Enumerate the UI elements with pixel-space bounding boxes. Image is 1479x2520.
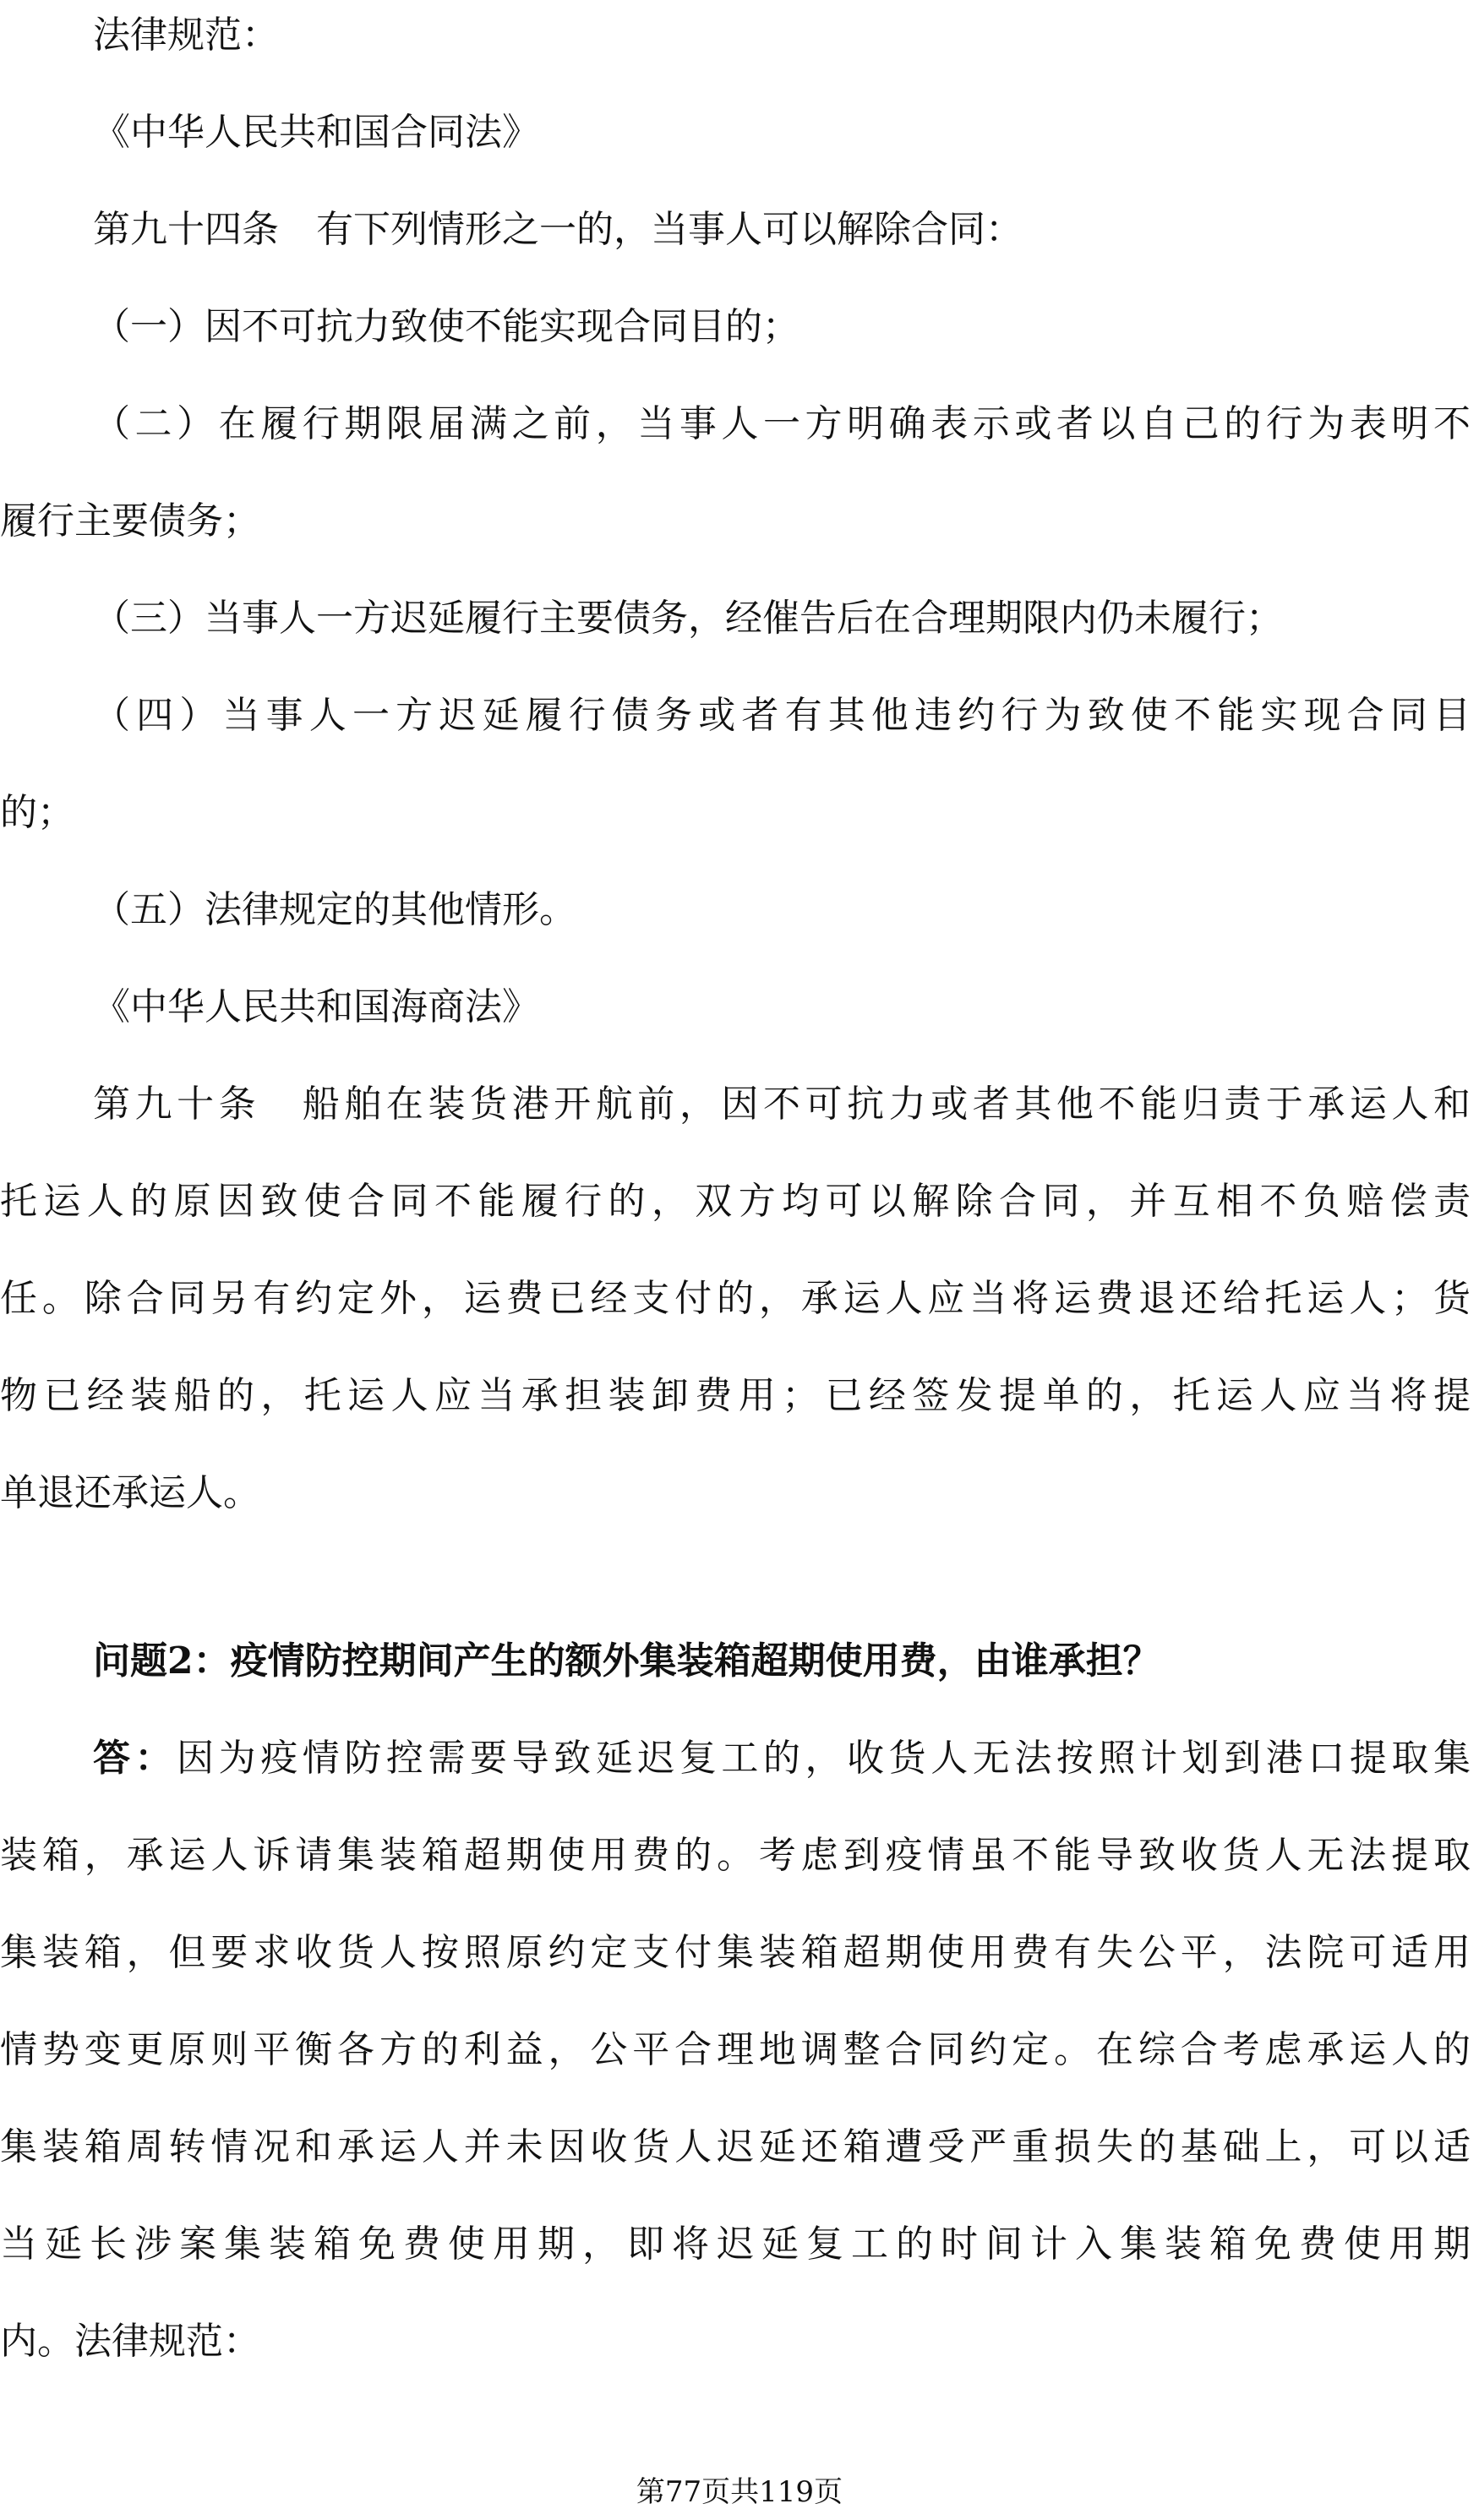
paragraph-line: （五）法律规定的其他情形。 <box>93 888 576 931</box>
paragraph-line: （四）当事人一方迟延履行债务或者有其他违约行为致使不能实现合同目 <box>93 694 1471 737</box>
paragraph-line: 装箱，承运人诉请集装箱超期使用费的。考虑到疫情虽不能导致收货人无法提取 <box>0 1834 1471 1877</box>
paragraph-line: 任。除合同另有约定外，运费已经支付的，承运人应当将运费退还给托运人；货 <box>0 1277 1471 1320</box>
paragraph-line: 内。法律规范： <box>0 2320 260 2363</box>
paragraph-line: 履行主要债务； <box>0 499 260 543</box>
paragraph-line: （三）当事人一方迟延履行主要债务，经催告后在合理期限内仍未履行； <box>93 597 1283 640</box>
answer-first-line <box>0 1735 1479 1782</box>
paragraph-line: 法律规范： <box>93 14 279 57</box>
article-heading: 第九十四条 有下列情形之一的，当事人可以解除合同： <box>93 208 1023 251</box>
law-title: 《中华人民共和国合同法》 <box>93 111 539 154</box>
paragraph-line: 托运人的原因致使合同不能履行的，双方均可以解除合同，并互相不负赔偿责 <box>0 1180 1471 1223</box>
law-title: 《中华人民共和国海商法》 <box>93 985 539 1028</box>
paragraph-line: （二）在履行期限届满之前，当事人一方明确表示或者以自己的行为表明不 <box>93 402 1471 445</box>
paragraph-line: 的； <box>0 791 74 834</box>
paragraph-line: 集装箱，但要求收货人按照原约定支付集装箱超期使用费有失公平，法院可适用 <box>0 1931 1471 1974</box>
paragraph-line: 物已经装船的，托运人应当承担装卸费用；已经签发提单的，托运人应当将提 <box>0 1374 1471 1417</box>
answer-text: 因为疫情防控需要导致延迟复工的，收货人无法按照计划到港口提取集 <box>177 1737 1471 1780</box>
paragraph-line: 当延长涉案集装箱免费使用期，即将迟延复工的时间计入集装箱免费使用期 <box>0 2223 1471 2266</box>
paragraph-line: （一）因不可抗力致使不能实现合同目的； <box>93 305 800 348</box>
article-heading: 第九十条 船舶在装货港开航前，因不可抗力或者其他不能归责于承运人和 <box>93 1083 1471 1126</box>
page-footer: 第77页共119页 <box>636 2475 843 2509</box>
question-heading: 问题2：疫情防控期间产生的额外集装箱超期使用费，由谁承担？ <box>93 1639 1160 1683</box>
paragraph-line: 集装箱周转情况和承运人并未因收货人迟延还箱遭受严重损失的基础上，可以适 <box>0 2125 1471 2168</box>
paragraph-line: 单退还承运人。 <box>0 1471 260 1514</box>
answer-label: 答： <box>93 1737 177 1780</box>
paragraph-line: 情势变更原则平衡各方的利益，公平合理地调整合同约定。在综合考虑承运人的 <box>0 2028 1471 2071</box>
